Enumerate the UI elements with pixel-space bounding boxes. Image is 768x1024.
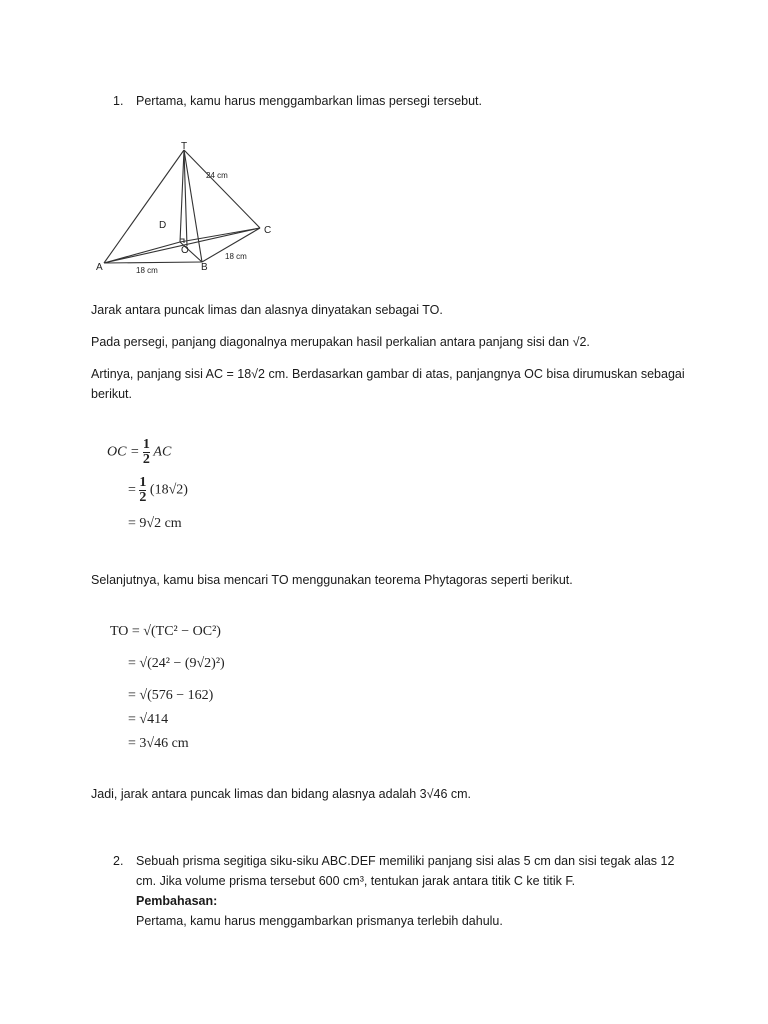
label-edge-bc: 18 cm (225, 252, 247, 261)
label-o: O (181, 245, 189, 256)
label-edge-ab: 18 cm (136, 266, 158, 275)
q1-conclusion: Jadi, jarak antara puncak limas dan bidang alasnya adalah 3√46 cm. (91, 787, 472, 801)
equation-to (110, 622, 350, 757)
label-t: T (181, 141, 188, 152)
eq1-ac: AC (153, 444, 172, 460)
eq1-lhs: OC = (107, 444, 140, 460)
label-c: C (264, 225, 272, 236)
q1-number: 1. (113, 94, 124, 108)
eq1-line2-numerator: 1 (139, 475, 147, 490)
eq2-line3: = √(576 − 162) (128, 688, 214, 703)
eq2-line2: = √(24² − (9√2)²) (128, 656, 225, 671)
label-a: A (96, 262, 103, 273)
q2-line-1: Sebuah prisma segitiga siku-siku ABC.DEF memiliki panjang sisi alas 5 cm dan sisi tegak alas 12 (136, 854, 675, 868)
q2-heading: Pembahasan: (136, 894, 218, 908)
eq1-fraction (143, 438, 150, 467)
label-edge-tc: 24 cm (206, 171, 228, 180)
eq1-denominator: 2 (142, 452, 150, 467)
edge-ab (104, 262, 202, 263)
eq1-line2-eq: = (128, 482, 136, 498)
q2-number: 2. (113, 854, 124, 868)
eq1-line2-denominator: 2 (139, 490, 147, 505)
label-b: B (201, 262, 208, 273)
q1-intro: Pertama, kamu harus menggambarkan limas persegi tersebut. (136, 94, 482, 108)
eq2-line5: = 3√46 cm (128, 736, 189, 751)
q1-paragraph-3: Artinya, panjang sisi AC = 18√2 cm. Berdasarkan gambar di atas, panjangnya OC bisa dirumuskan sebagai berikut. (91, 367, 685, 401)
eq1-numerator: 1 (142, 437, 150, 452)
q2-line-2: cm. Jika volume prisma tersebut 600 cm³, tentukan jarak antara titik C ke titik F. (136, 874, 576, 888)
q1-paragraph-1: Jarak antara puncak limas dan alasnya dinyatakan sebagai TO. (91, 303, 443, 317)
label-d: D (159, 220, 167, 231)
edge-td (180, 150, 184, 242)
eq1-line2-expr: (18√2) (149, 482, 188, 498)
edge-ta (104, 150, 184, 263)
pyramid-figure (92, 138, 292, 278)
edge-ad (104, 242, 180, 263)
eq2-line1: TO = √(TC² − OC²) (110, 624, 221, 639)
q1-paragraph-4: Selanjutnya, kamu bisa mencari TO menggunakan teorema Phytagoras seperti berikut. (91, 573, 573, 587)
eq1-line2-fraction (139, 476, 146, 505)
q2-line-3: Pertama, kamu harus menggambarkan prismanya terlebih dahulu. (136, 914, 503, 928)
edge-tc (184, 150, 260, 228)
q1-paragraph-2: Pada persegi, panjang diagonalnya merupakan hasil perkalian antara panjang sisi dan √2. (91, 335, 590, 349)
eq2-line4: = √414 (128, 712, 169, 727)
equation-oc (107, 436, 307, 536)
eq1-line3: = 9√2 cm (128, 516, 182, 531)
